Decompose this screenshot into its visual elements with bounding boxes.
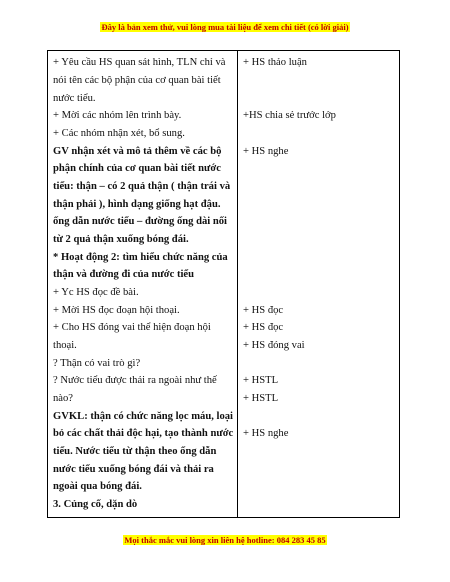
preview-notice-text: Đây là bản xem thử, vui lòng mua tài liệu để xem chi tiết (có lời giải) <box>101 22 349 32</box>
student-line: + HS đọc <box>243 322 284 333</box>
teacher-line: + Các nhóm nhận xét, bổ sung. <box>53 128 185 139</box>
teacher-line: tiểu: thận – có 2 quả thận ( thận trái và <box>53 181 231 192</box>
teacher-line: + Yc HS đọc đề bài. <box>53 287 139 298</box>
teacher-line: thoại. <box>53 340 77 351</box>
hotline-banner <box>0 535 450 545</box>
teacher-line: nói tên các bộ phận của cơ quan bài tiết <box>53 75 221 86</box>
student-line: + HSTL <box>243 375 279 386</box>
activity-heading: * Hoạt động 2: tìm hiểu chức năng của <box>53 252 228 263</box>
section-heading: 3. Củng cố, dặn dò <box>53 499 138 510</box>
student-line: + HS đọc <box>243 305 284 316</box>
teacher-line: ngoài qua bóng đái. <box>53 481 142 492</box>
preview-notice-banner <box>0 22 450 32</box>
teacher-line: GV nhận xét và mô tả thêm về các bộ <box>53 146 222 157</box>
teacher-line: ? Nước tiểu được thải ra ngoài như thế <box>53 375 217 386</box>
teacher-line: phận chính của cơ quan bài tiết nước <box>53 163 221 174</box>
teacher-line: tiểu. Nước tiểu từ thận theo ống dẫn <box>53 446 217 457</box>
student-line: + HS đóng vai <box>243 340 305 351</box>
teacher-line: ? Thận có vai trò gì? <box>53 358 141 369</box>
student-line: +HS chia sẻ trước lớp <box>243 110 336 121</box>
student-line: + HSTL <box>243 393 279 404</box>
teacher-line: + Yêu cầu HS quan sát hình, TLN chỉ và <box>53 57 226 68</box>
teacher-line: + Cho HS đóng vai thể hiện đoạn hội <box>53 322 211 333</box>
teacher-line: thận phải ), hình dạng giống hạt đậu. <box>53 199 221 210</box>
hotline-text: Mọi thắc mắc vui lòng xin liên hệ hotline: 084 283 45 85 <box>124 535 326 545</box>
lesson-plan-table <box>47 50 400 518</box>
teacher-line: + Mời các nhóm lên trình bày. <box>53 110 182 121</box>
teacher-line: bỏ các chất thải độc hại, tạo thành nước <box>53 428 234 439</box>
teacher-line: nào? <box>53 393 73 404</box>
activity-heading: thận và đường đi của nước tiểu <box>53 269 195 280</box>
student-activities-column <box>238 51 399 517</box>
student-line: + HS nghe <box>243 146 289 157</box>
student-line: + HS thảo luận <box>243 57 307 68</box>
teacher-line: + Mời HS đọc đoạn hội thoại. <box>53 305 180 316</box>
student-line: + HS nghe <box>243 428 289 439</box>
teacher-line: ống dẫn nước tiểu – đường ống dài nối <box>53 216 227 227</box>
teacher-line: GVKL: thận có chức năng lọc máu, loại <box>53 411 233 422</box>
teacher-activities-column <box>48 51 238 517</box>
teacher-line: từ 2 quả thận xuống bóng đái. <box>53 234 189 245</box>
teacher-line: nước tiểu. <box>53 93 96 104</box>
teacher-line: nước tiểu xuống bóng đái và thải ra <box>53 464 214 475</box>
